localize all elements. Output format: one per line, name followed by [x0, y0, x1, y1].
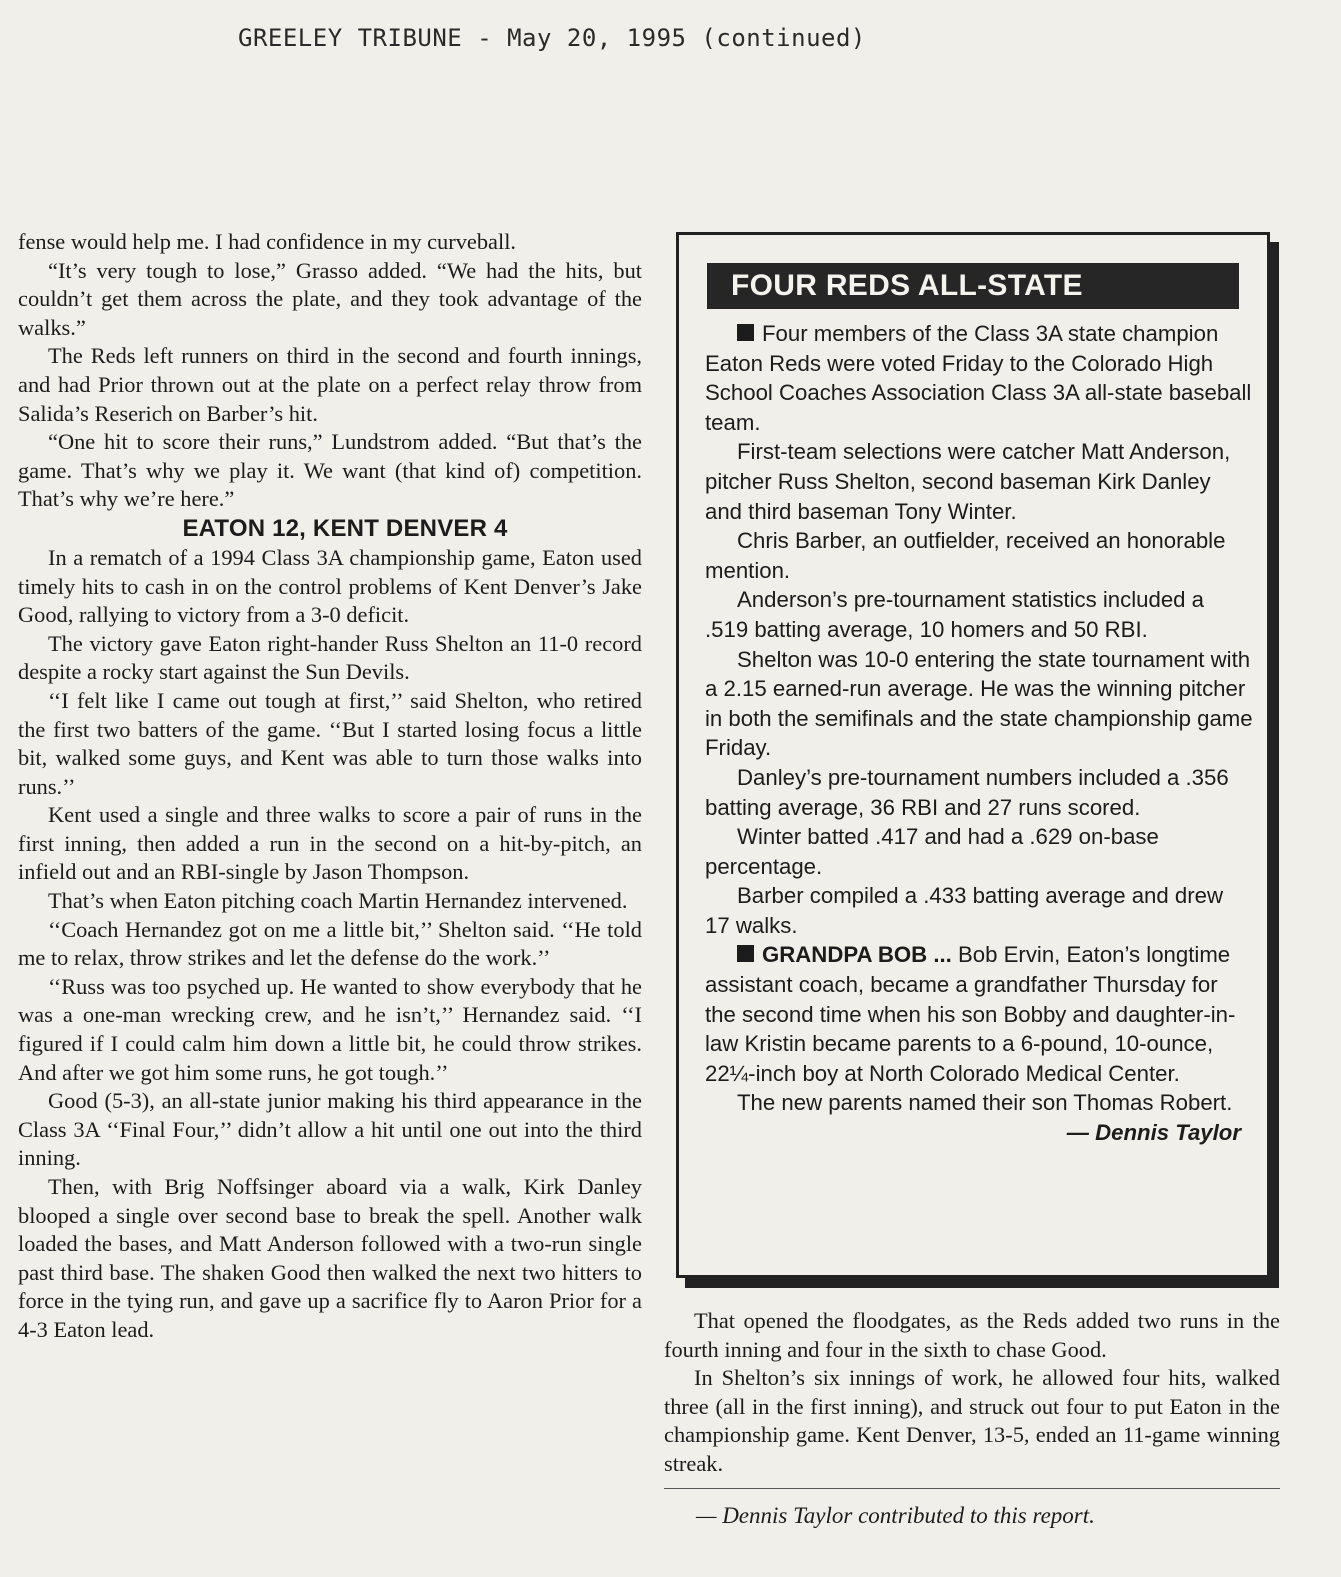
article-paragraph: Good (5-3), an all-state junior making his third appearance in the Class 3A ‘‘Final Four,’’ didn’t allow a hit until one out into the third inning.: [18, 1088, 642, 1171]
sidebar-paragraph: Barber compiled a .433 batting average and drew 17 walks.: [705, 883, 1223, 938]
game-subhead: EATON 12, KENT DENVER 4: [182, 514, 508, 542]
article-paragraph: ‘‘Russ was too psyched up. He wanted to show everybody that he was a one-man wrecking crew, and he isn’t,’’ Hernandez said. ‘‘I figured if I could calm him down a little bit, he could throw strikes. And after we got him some runs, he got tough.’’: [18, 973, 642, 1085]
sidebar-byline: — Dennis Taylor: [1066, 1120, 1241, 1146]
article-paragraph: “One hit to score their runs,” Lundstrom added. “But that’s the game. That’s why we play it. We want (that kind of) competition. That’s why we’re here.”: [18, 429, 642, 512]
article-paragraph: The Reds left runners on third in the second and fourth innings, and had Prior thrown out at the plate on a perfect relay throw from Salida’s Reserich on Barber’s hit.: [18, 343, 642, 426]
square-bullet-icon: [737, 945, 754, 962]
sidebar-paragraph-text: Four members of the Class 3A state champion Eaton Reds were voted Friday to the Colorado High School Coaches Association Class 3A all-state baseball team.: [705, 321, 1252, 435]
article-paragraph: ‘‘I felt like I came out tough at first,’’ said Shelton, who retired the first two batters of the game. ‘‘But I started losing focus a little bit, walked some guys, and Kent was able to turn those walks into runs.’’: [18, 687, 642, 799]
sidebar-body: [705, 319, 1253, 1148]
sidebar-paragraph: [705, 319, 1253, 437]
article-paragraph: That’s when Eaton pitching coach Martin Hernandez intervened.: [48, 888, 628, 914]
article-paragraph: In Shelton’s six innings of work, he allowed four hits, walked three (all in the first inning), and struck out four to put Eaton in the championship game. Kent Denver, 13-5, ended an 11-game winning streak.: [664, 1365, 1280, 1476]
sidebar-paragraph: Shelton was 10-0 entering the state tournament with a 2.15 earned-run average. He was the winning pitcher in both the semifinals and the state championship game Friday.: [705, 646, 1253, 761]
page-header: GREELEY TRIBUNE - May 20, 1995 (continued): [238, 24, 866, 52]
sidebar-paragraph: Anderson’s pre-tournament statistics included a .519 batting average, 10 homers and 50 RBI.: [705, 587, 1205, 642]
article-paragraph: Then, with Brig Noffsinger aboard via a walk, Kirk Danley blooped a single over second base to break the spell. Another walk loaded the bases, and Matt Anderson followed with a two-run single past third base. The shaken Good then walked the next two hitters to force in the tying run, and gave up a sacrifice fly to Aaron Prior for a 4-3 Eaton lead.: [18, 1174, 642, 1342]
left-column: [18, 228, 642, 1345]
article-paragraph: In a rematch of a 1994 Class 3A championship game, Eaton used timely hits to cash in on the control problems of Kent Denver’s Jake Good, rallying to victory from a 3-0 deficit.: [18, 544, 642, 628]
right-column-continuation: [664, 1307, 1280, 1479]
article-paragraph: ‘‘Coach Hernandez got on me a little bit,’’ Shelton said. ‘‘He told me to relax, throw strikes and let the defense do the work.’’: [18, 916, 642, 971]
sidebar-paragraph: First-team selections were catcher Matt Anderson, pitcher Russ Shelton, second baseman Kirk Danley and third baseman Tony Winter.: [705, 439, 1231, 524]
sidebar-byline-row: [705, 1118, 1253, 1148]
sidebar-title: FOUR REDS ALL-STATE: [707, 263, 1239, 309]
divider-rule: [664, 1488, 1280, 1489]
article-paragraph: That opened the floodgates, as the Reds added two runs in the fourth inning and four in the sixth to chase Good.: [664, 1308, 1280, 1362]
article-paragraph: “It’s very tough to lose,” Grasso added. “We had the hits, but couldn’t get them across the plate, and they took advantage of the walks.”: [18, 257, 642, 340]
article-paragraph: fense would help me. I had confidence in my curveball.: [18, 229, 517, 254]
sidebar-paragraph: [705, 940, 1253, 1088]
grandpa-text: Bob Ervin, Eaton’s longtime assistant coach, became a grandfather Thursday for the second time when his son Bobby and daughter-in-law Kristin became parents to a 6-pound, 10-ounce, 22¼-inch boy at North Colorado Medical Center.: [705, 942, 1236, 1086]
square-bullet-icon: [737, 324, 754, 341]
contributor-credit: — Dennis Taylor contributed to this report.: [696, 1503, 1095, 1528]
sidebar-paragraph: Danley’s pre-tournament numbers included a .356 batting average, 36 RBI and 27 runs scored.: [705, 764, 1229, 820]
sidebar-paragraph: Winter batted .417 and had a .629 on-base percentage.: [705, 824, 1159, 879]
article-paragraph: The victory gave Eaton right-hander Russ Shelton an 11-0 record despite a rocky start against the Sun Devils.: [18, 630, 642, 685]
article-paragraph: Kent used a single and three walks to score a pair of runs in the first inning, then added a run in the second on a hit-by-pitch, an infield out and an RBI-single by Jason Thompson.: [18, 802, 642, 885]
all-state-sidebar-box: [676, 232, 1270, 1278]
grandpa-lead: GRANDPA BOB ...: [762, 942, 952, 968]
sidebar-paragraph: The new parents named their son Thomas Robert.: [737, 1090, 1233, 1116]
sidebar-paragraph: Chris Barber, an outfielder, received an honorable mention.: [705, 528, 1226, 583]
